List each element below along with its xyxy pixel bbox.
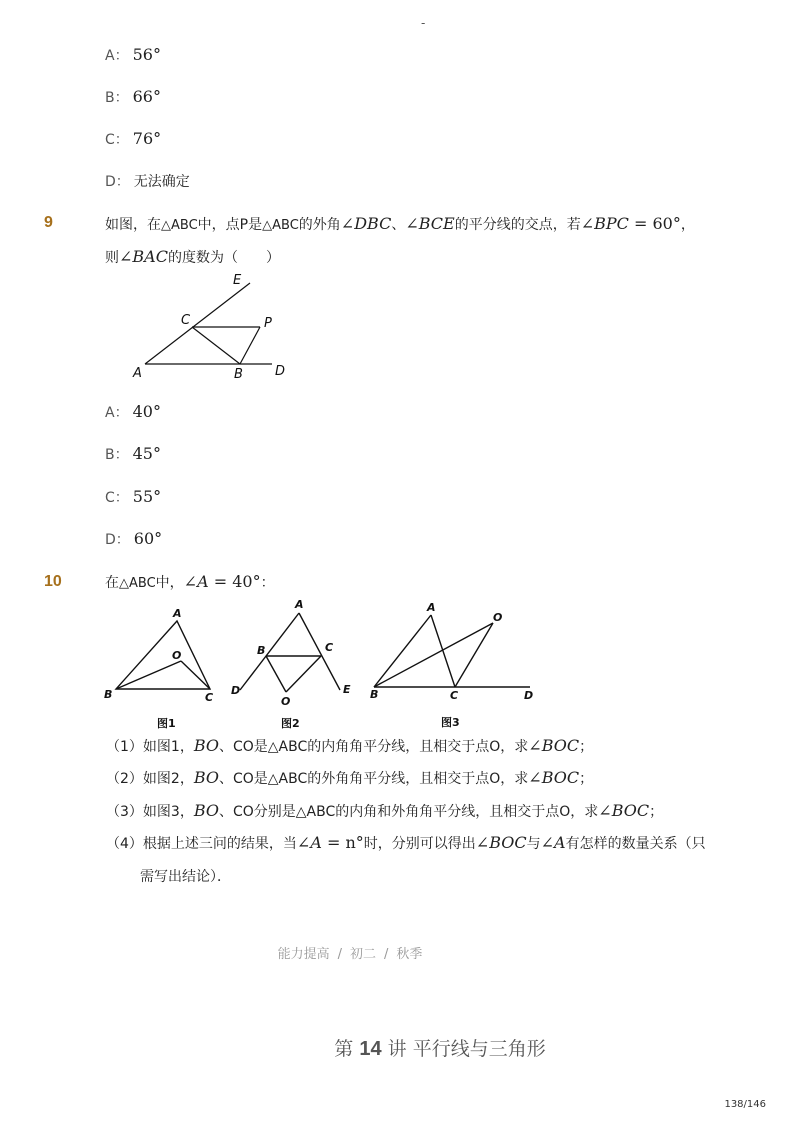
- line-bp: [240, 327, 260, 364]
- option-value: 55°: [132, 487, 162, 506]
- text: 中，: [155, 575, 184, 591]
- fig1-label-o: O: [172, 649, 182, 662]
- label-b: B: [234, 367, 243, 382]
- text: 时，分别可以得出: [363, 836, 476, 852]
- text: ；: [579, 771, 594, 787]
- chapter-prefix: 第: [334, 1038, 354, 1060]
- fig2-line-ad: [240, 613, 299, 690]
- label-d: D: [275, 364, 286, 379]
- line-cb: [192, 327, 240, 364]
- label-c: C: [181, 313, 191, 328]
- math-angle: ∠A: [296, 833, 322, 852]
- text: 与: [526, 836, 541, 852]
- q9-stem-line2: [105, 246, 280, 269]
- fig3-ab: [374, 615, 431, 687]
- option-value: 无法确定: [133, 174, 190, 190]
- math-value: = n°: [321, 833, 364, 852]
- q8-option-a: [105, 44, 161, 66]
- footer-separator: /: [337, 947, 342, 962]
- triangle-symbol: △ABC: [262, 218, 299, 233]
- option-label: D：: [105, 532, 130, 548]
- math-angle: ∠BOC: [475, 833, 527, 852]
- fig3-ac: [431, 615, 455, 687]
- math-angle: ∠BOC: [598, 801, 650, 820]
- math-segment: BO: [193, 801, 219, 820]
- math-segment: BO: [193, 768, 219, 787]
- footer-tag: 秋季: [396, 947, 423, 962]
- fig1-label-c: C: [205, 691, 214, 704]
- math-angle: ∠BOC: [528, 736, 580, 755]
- option-label: C：: [105, 132, 129, 148]
- text: 的度数为（ ）: [167, 250, 280, 266]
- fig2-label-a: A: [295, 598, 304, 611]
- q8-option-d: [105, 171, 190, 193]
- footer-tag: 能力提高: [277, 947, 330, 962]
- q9-option-c: [105, 486, 161, 508]
- fig3-label-a: A: [427, 601, 436, 614]
- text: 的平分线的交点，若: [454, 217, 581, 233]
- q8-option-b: [105, 86, 161, 108]
- option-label: A：: [105, 405, 129, 421]
- fig1-caption: 图1: [157, 717, 176, 730]
- q10-sub-3: [106, 800, 663, 823]
- fig2-label-b: B: [257, 644, 266, 657]
- math-value: = 40°: [208, 572, 261, 591]
- figure-1: [116, 621, 210, 689]
- q10-sub-2: [106, 767, 593, 790]
- page-number: 138/146: [724, 1099, 766, 1110]
- text: 有怎样的数量关系（只: [565, 836, 706, 852]
- text: 的外角: [298, 217, 341, 233]
- option-label: B：: [105, 447, 129, 463]
- math-angle: ∠A: [183, 572, 209, 591]
- fig3-label-b: B: [370, 688, 379, 701]
- q10-figures: [95, 595, 545, 735]
- fig1-bo: [116, 661, 181, 689]
- fig1-label-b: B: [104, 688, 113, 701]
- text: （2）如图2，: [106, 771, 194, 787]
- fig2-bo: [266, 656, 286, 692]
- fig2-label-c: C: [325, 641, 334, 654]
- text: 、: [391, 217, 406, 233]
- fig1-co: [181, 661, 210, 689]
- fig2-line-ae: [299, 613, 340, 690]
- math-angle: ∠BPC: [580, 214, 629, 233]
- option-label: A：: [105, 48, 129, 64]
- math-angle: ∠A: [540, 833, 566, 852]
- line-ae: [145, 283, 250, 364]
- option-value: 60°: [133, 529, 163, 548]
- header-mark: -: [421, 16, 426, 30]
- label-a: A: [133, 366, 142, 381]
- figure-3: [374, 615, 530, 687]
- math-segment: BO: [193, 736, 219, 755]
- fig2-label-e: E: [343, 683, 351, 696]
- math-angle: ∠BOC: [528, 768, 580, 787]
- text: 则: [105, 250, 119, 266]
- option-label: D：: [105, 174, 130, 190]
- math-angle: ∠DBC: [340, 214, 392, 233]
- footer-tag: 初二: [349, 947, 376, 962]
- q10-stem: [105, 571, 275, 595]
- triangle-symbol: △ABC: [161, 218, 198, 233]
- option-value: 56°: [132, 45, 161, 64]
- text: 如图，在: [105, 217, 161, 233]
- q9-stem-line1: [105, 213, 695, 237]
- fig2-label-o: O: [281, 695, 291, 708]
- text: （4）根据上述三问的结果，当: [106, 836, 297, 852]
- fig2-label-d: D: [231, 684, 241, 697]
- text: ，: [680, 217, 695, 233]
- chapter-title: [0, 1034, 800, 1061]
- q8-option-c: [105, 128, 161, 150]
- label-p: P: [264, 316, 272, 331]
- fig2-co: [286, 656, 321, 692]
- fig2-caption: 图2: [281, 717, 300, 730]
- option-value: 40°: [132, 402, 161, 421]
- question-number-9: 9: [44, 214, 53, 231]
- fig1-triangle: [116, 621, 210, 689]
- text: 中，点P是: [197, 217, 263, 233]
- fig3-label-o: O: [493, 611, 503, 624]
- footer-tags: [0, 943, 700, 962]
- math-value: = 60°: [628, 214, 681, 233]
- option-value: 66°: [132, 87, 161, 106]
- q10-sub-1: [106, 735, 593, 758]
- fig3-caption: 图3: [441, 716, 460, 729]
- text: ；: [649, 804, 664, 820]
- text: （1）如图1，: [106, 739, 194, 755]
- q10-sub-4-line2: 需写出结论）．: [140, 869, 231, 885]
- option-value: 76°: [132, 129, 162, 148]
- q9-option-d: [105, 528, 162, 550]
- math-angle: ∠BCE: [405, 214, 455, 233]
- fig1-label-a: A: [173, 607, 182, 620]
- q10-sub-4: [106, 832, 706, 855]
- chapter-number: 14: [359, 1038, 382, 1060]
- text: （3）如图3，: [106, 804, 194, 820]
- text: 、CO是△ABC的外角角平分线，且相交于点O，求: [219, 771, 529, 787]
- footer-separator: /: [384, 947, 389, 962]
- text: 、CO分别是△ABC的内角和外角角平分线，且相交于点O，求: [219, 804, 599, 820]
- text: 、CO是△ABC的内角角平分线，且相交于点O，求: [219, 739, 529, 755]
- q9-figure: [120, 268, 300, 383]
- fig3-bo: [374, 623, 493, 687]
- triangle-symbol: △ABC: [119, 576, 156, 591]
- fig3-label-d: D: [524, 689, 534, 702]
- text: ；: [579, 739, 594, 755]
- option-value: 45°: [132, 444, 161, 463]
- q9-option-a: [105, 401, 161, 423]
- text: ：: [260, 575, 275, 591]
- label-e: E: [233, 273, 242, 288]
- math-angle: ∠BAC: [119, 247, 168, 266]
- text: 在: [105, 575, 119, 591]
- option-label: C：: [105, 490, 129, 506]
- question-number-10: 10: [44, 573, 62, 590]
- fig3-label-c: C: [450, 689, 459, 702]
- chapter-name: 讲 平行线与三角形: [387, 1038, 546, 1060]
- q9-option-b: [105, 443, 161, 465]
- option-label: B：: [105, 90, 129, 106]
